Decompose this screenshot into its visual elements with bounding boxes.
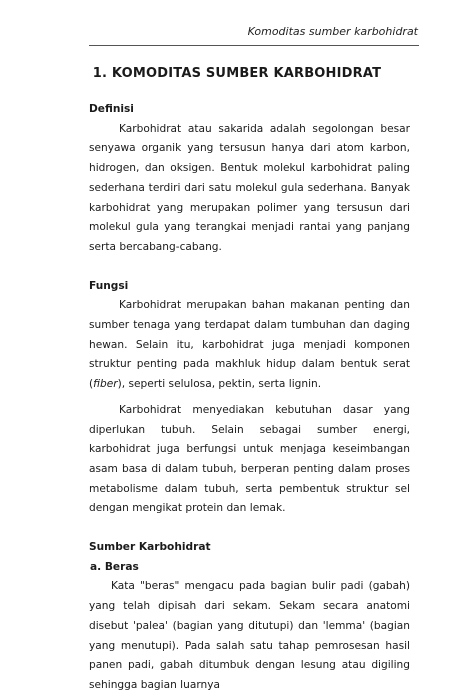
fungsi-para1-text-b: ), seperti selulosa, pektin, serta lignin. bbox=[117, 378, 322, 391]
section-heading-fungsi: Fungsi bbox=[89, 279, 129, 292]
section-heading-sumber: Sumber Karbohidrat bbox=[89, 541, 211, 554]
section-heading-definisi: Definisi bbox=[89, 103, 134, 115]
running-header: Komoditas sumber karbohidrat bbox=[247, 25, 418, 38]
subsection-heading-beras: a. Beras bbox=[90, 560, 139, 573]
fungsi-paragraph-2: Karbohidrat menyediakan kebutuhan dasar yang diperlukan tubuh. Selain sebagai sumber energi, karbohidrat juga berfungsi untuk menjaga keseimbangan asam basa di dalam tubuh, berperan penting dalam proses metabolisme dalam tubuh, serta pembentuk struktur sel dengan mengikat protein dan lemak. bbox=[89, 403, 410, 515]
definisi-paragraph: Karbohidrat atau sakarida adalah segolongan besar senyawa organik yang tersusun hanya dari atom karbon, hidrogen, dan oksigen. Bentuk molekul karbohidrat paling sederhana terdiri dari satu molekul gula sederhana. Banyak karbohidrat yang merupakan polimer yang tersusun dari molekul gula yang terangkai menjadi rantai yang panjang serta bercabang-cabang. bbox=[89, 122, 410, 253]
fungsi-para1-italic: fiber bbox=[93, 378, 118, 391]
fungsi-paragraph-1 bbox=[89, 296, 410, 395]
page-title: 1. KOMODITAS SUMBER KARBOHIDRAT bbox=[92, 66, 382, 81]
document-body bbox=[89, 100, 410, 696]
fungsi-para1-text-a: Karbohidrat merupakan bahan makanan penting dan sumber tenaga yang terdapat dalam tumbuhan dan daging hewan. Selain itu, karbohidrat juga menjadi komponen struktur penting pada makhluk hidup dalam bentuk serat ( bbox=[89, 299, 410, 391]
beras-paragraph: Kata "beras" mengacu pada bagian bulir padi (gabah) yang telah dipisah dari sekam. Sekam secara anatomi disebut 'palea' (bagian yang ditutupi) dan 'lemma' (bagian yang menutupi). Pada salah satu tahap pemrosesan hasil panen padi, gabah ditumbuk dengan lesung atau digiling sehingga bagian luarnya bbox=[89, 580, 410, 691]
header-divider bbox=[89, 45, 419, 46]
